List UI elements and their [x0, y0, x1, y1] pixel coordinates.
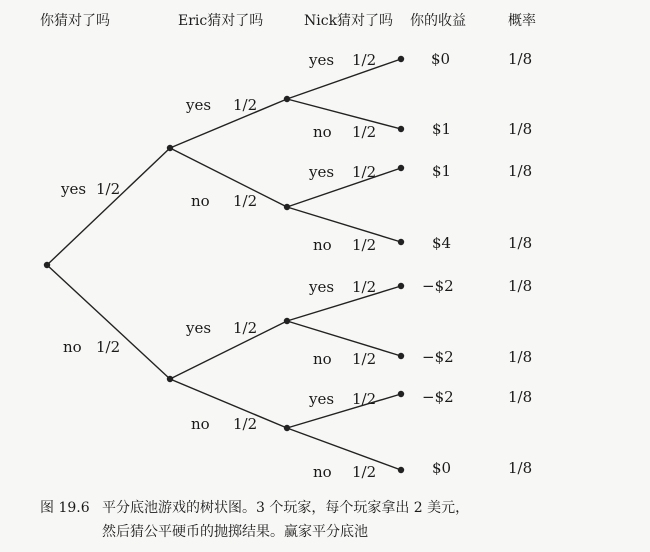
- caption-line-2: 然后猜公平硬币的抛掷结果。赢家平分底池: [102, 524, 368, 540]
- leaf-payoff: $0: [431, 50, 451, 68]
- leaf-payoff: −$2: [422, 388, 454, 406]
- header-you-correct: 你猜对了吗: [40, 13, 110, 29]
- branch-edge-eric: [170, 148, 287, 207]
- branch-nick-no-answer: no: [313, 463, 332, 481]
- leaf-probability: 1/8: [508, 459, 533, 477]
- branch-edge-nick: [287, 394, 401, 428]
- branch-nick-yes-prob: 1/2: [352, 51, 377, 69]
- branch-you-yes-answer: yes: [61, 180, 87, 198]
- root-node: [44, 262, 50, 268]
- leaf-probability: 1/8: [508, 277, 533, 295]
- leaf-probability: 1/8: [508, 348, 533, 366]
- outcome-node: [398, 239, 404, 245]
- nick-decision-node: [284, 318, 290, 324]
- branch-eric-no-answer: no: [191, 415, 210, 433]
- branch-nick-yes-prob: 1/2: [352, 390, 377, 408]
- outcome-node: [398, 353, 404, 359]
- branch-edge-eric: [170, 379, 287, 428]
- branch-eric-yes-answer: yes: [186, 96, 212, 114]
- leaf-payoff: $1: [432, 162, 452, 180]
- leaf-payoff: $1: [432, 120, 452, 138]
- branch-edge-nick: [287, 321, 401, 356]
- leaf-payoff: $0: [432, 459, 452, 477]
- branch-you-no-prob: 1/2: [96, 338, 121, 356]
- branch-nick-yes-answer: yes: [309, 390, 335, 408]
- outcome-node: [398, 467, 404, 473]
- branch-edge-you: [47, 148, 170, 265]
- header-probability: 概率: [508, 13, 536, 29]
- figure-caption: [40, 496, 469, 544]
- outcome-node: [398, 165, 404, 171]
- branch-nick-yes-answer: yes: [309, 278, 335, 296]
- leaf-payoff: $4: [432, 234, 452, 252]
- nick-decision-node: [284, 425, 290, 431]
- outcome-node: [398, 56, 404, 62]
- branch-nick-yes-prob: 1/2: [352, 163, 377, 181]
- branch-edge-nick: [287, 286, 401, 321]
- branch-nick-yes-prob: 1/2: [352, 278, 377, 296]
- branch-nick-yes-answer: yes: [309, 51, 335, 69]
- branch-nick-no-answer: no: [313, 350, 332, 368]
- branch-you-yes-prob: 1/2: [96, 180, 121, 198]
- leaf-payoff: −$2: [422, 348, 454, 366]
- outcome-node: [398, 391, 404, 397]
- figure-number: 图 19.6: [40, 500, 90, 516]
- branch-eric-yes-answer: yes: [186, 319, 212, 337]
- outcome-node: [398, 283, 404, 289]
- branch-edge-nick: [287, 99, 401, 129]
- branch-edge-nick: [287, 428, 401, 470]
- branch-edge-nick: [287, 207, 401, 242]
- tree-edges: [47, 59, 401, 470]
- branch-edge-nick: [287, 59, 401, 99]
- branch-nick-no-prob: 1/2: [352, 463, 377, 481]
- branch-edge-nick: [287, 168, 401, 207]
- caption-line-1: 平分底池游戏的树状图。3 个玩家，每个玩家拿出 2 美元，: [102, 500, 470, 516]
- branch-nick-no-answer: no: [313, 123, 332, 141]
- nick-decision-node: [284, 204, 290, 210]
- eric-decision-node: [167, 145, 173, 151]
- outcome-node: [398, 126, 404, 132]
- branch-nick-no-prob: 1/2: [352, 236, 377, 254]
- branch-you-no-answer: no: [63, 338, 82, 356]
- branch-nick-yes-answer: yes: [309, 163, 335, 181]
- branch-nick-no-answer: no: [313, 236, 332, 254]
- leaf-probability: 1/8: [508, 388, 533, 406]
- leaf-probability: 1/8: [508, 50, 533, 68]
- branch-nick-no-prob: 1/2: [352, 350, 377, 368]
- branch-eric-no-answer: no: [191, 192, 210, 210]
- branch-eric-no-prob: 1/2: [233, 415, 258, 433]
- branch-nick-no-prob: 1/2: [352, 123, 377, 141]
- leaf-probability: 1/8: [508, 162, 533, 180]
- branch-eric-no-prob: 1/2: [233, 192, 258, 210]
- branch-edge-you: [47, 265, 170, 379]
- branch-eric-yes-prob: 1/2: [233, 96, 258, 114]
- header-your-payoff: 你的收益: [410, 13, 466, 29]
- leaf-probability: 1/8: [508, 120, 533, 138]
- eric-decision-node: [167, 376, 173, 382]
- tree-nodes: [44, 56, 404, 473]
- nick-decision-node: [284, 96, 290, 102]
- leaf-payoff: −$2: [422, 277, 454, 295]
- leaf-probability: 1/8: [508, 234, 533, 252]
- header-eric-correct: Eric猜对了吗: [178, 13, 264, 29]
- header-nick-correct: Nick猜对了吗: [304, 13, 394, 29]
- branch-eric-yes-prob: 1/2: [233, 319, 258, 337]
